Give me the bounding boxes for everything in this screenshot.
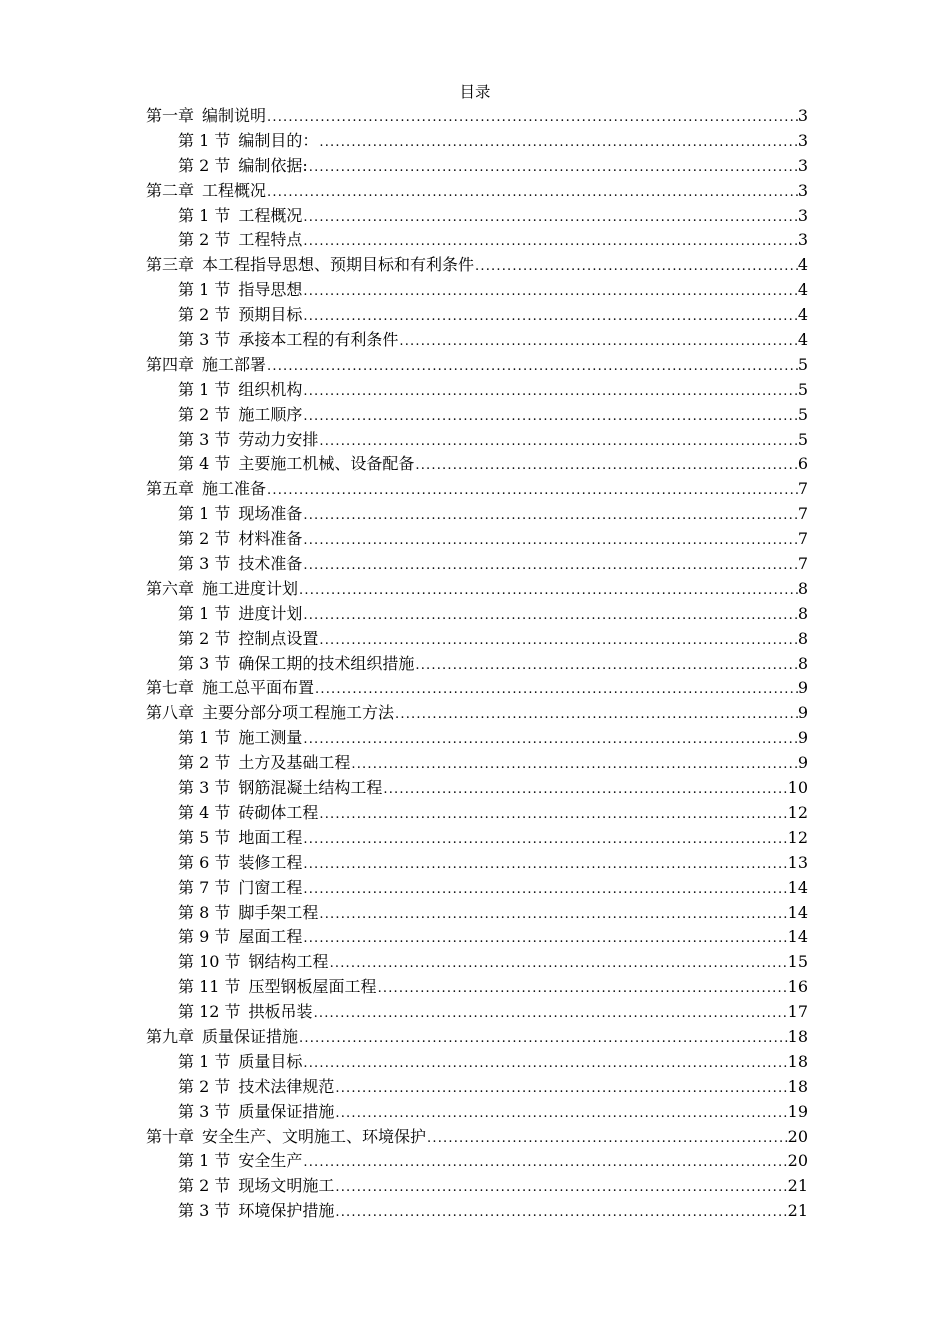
toc-entry-label (178, 328, 398, 353)
toc-entry-text: 控制点设置 (238, 628, 319, 648)
toc-section-entry[interactable] (146, 925, 808, 950)
toc-section-entry[interactable] (146, 751, 808, 776)
toc-section-entry[interactable] (146, 1199, 808, 1224)
toc-chapter-entry[interactable] (146, 676, 808, 701)
toc-page-number: 17 (787, 1002, 808, 1022)
toc-entry-text: 本工程指导思想、预期目标和有利条件 (202, 255, 475, 275)
toc-entry-text: 工程特点 (238, 230, 303, 250)
toc-entry-label (178, 975, 377, 1000)
toc-entry-text: 主要施工机械、设备配备 (238, 454, 415, 474)
toc-dot-leader (298, 1027, 788, 1050)
toc-page-number: 18 (787, 1026, 808, 1046)
toc-entry-label (146, 179, 266, 204)
toc-entry-number: 第 2 节 (178, 1076, 231, 1096)
toc-dot-leader (266, 479, 798, 502)
toc-page-number: 18 (787, 1051, 808, 1071)
toc-entry-label (178, 627, 318, 652)
toc-entry-label (178, 901, 318, 926)
toc-entry-label (178, 228, 302, 253)
toc-dot-leader (302, 878, 787, 901)
toc-entry-text: 施工准备 (202, 479, 267, 499)
toc-dot-leader (302, 206, 797, 229)
toc-chapter-entry[interactable] (146, 1025, 808, 1050)
toc-section-entry[interactable] (146, 154, 808, 179)
toc-title: 目录 (459, 83, 491, 101)
toc-entry-text: 砖砌体工程 (238, 802, 319, 822)
toc-dot-leader (302, 927, 787, 950)
toc-entry-text: 承接本工程的有利条件 (238, 330, 399, 350)
toc-dot-leader (314, 678, 798, 701)
toc-entry-number: 第七章 (146, 678, 195, 698)
toc-list (146, 104, 808, 1224)
toc-page-number: 14 (787, 877, 808, 897)
toc-page-number: 4 (797, 255, 808, 275)
toc-section-entry[interactable] (146, 1000, 808, 1025)
toc-entry-label (178, 801, 318, 826)
toc-entry-text: 技术准备 (238, 554, 303, 574)
toc-page-number: 3 (797, 205, 808, 225)
toc-entry-number: 第 6 节 (178, 852, 231, 872)
toc-entry-label (178, 726, 302, 751)
toc-entry-text: 确保工期的技术组织措施 (238, 653, 415, 673)
toc-page-number: 21 (787, 1176, 808, 1196)
toc-chapter-entry[interactable] (146, 477, 808, 502)
toc-page-number: 9 (797, 753, 808, 773)
toc-dot-leader (302, 728, 797, 751)
toc-entry-text: 土方及基础工程 (238, 753, 351, 773)
toc-entry-number: 第八章 (146, 703, 195, 723)
toc-entry-text: 预期目标 (238, 305, 303, 325)
toc-entry-number: 第六章 (146, 578, 195, 598)
toc-entry-number: 第 3 节 (178, 1201, 231, 1221)
toc-page-number: 3 (797, 180, 808, 200)
toc-entry-label (178, 502, 302, 527)
toc-section-entry[interactable] (146, 303, 808, 328)
toc-page-number: 4 (797, 305, 808, 325)
toc-dot-leader (426, 1127, 788, 1150)
toc-entry-label (146, 1025, 298, 1050)
toc-entry-number: 第 5 节 (178, 827, 231, 847)
toc-section-entry[interactable] (146, 602, 808, 627)
toc-entry-text: 施工测量 (238, 728, 303, 748)
toc-entry-text: 现场准备 (238, 504, 303, 524)
toc-entry-text: 组织机构 (238, 379, 303, 399)
toc-dot-leader (318, 131, 797, 154)
toc-entry-number: 第 7 节 (178, 877, 231, 897)
toc-page-number: 6 (797, 454, 808, 474)
toc-section-entry[interactable] (146, 652, 808, 677)
toc-entry-number: 第 2 节 (178, 1176, 231, 1196)
toc-dot-leader (318, 903, 787, 926)
toc-dot-leader (313, 1002, 788, 1025)
toc-entry-number: 第 3 节 (178, 653, 231, 673)
toc-entry-number: 第 1 节 (178, 603, 231, 623)
toc-entry-text: 劳动力安排 (238, 429, 319, 449)
toc-section-entry[interactable] (146, 975, 808, 1000)
toc-page-number: 3 (797, 230, 808, 250)
toc-entry-label (178, 925, 302, 950)
toc-page-number: 15 (787, 952, 808, 972)
toc-entry-number: 第 1 节 (178, 1151, 231, 1171)
toc-entry-text: 压型钢板屋面工程 (248, 977, 377, 997)
toc-entry-text: 技术法律规范 (238, 1076, 335, 1096)
toc-entry-number: 第 2 节 (178, 305, 231, 325)
toc-section-entry[interactable] (146, 876, 808, 901)
toc-entry-label (178, 876, 302, 901)
toc-entry-number: 第三章 (146, 255, 195, 275)
toc-entry-label (178, 851, 302, 876)
toc-section-entry[interactable] (146, 726, 808, 751)
toc-entry-number: 第 1 节 (178, 728, 231, 748)
toc-entry-number: 第 3 节 (178, 554, 231, 574)
toc-section-entry[interactable] (146, 901, 808, 926)
toc-entry-text: 工程概况 (202, 180, 267, 200)
toc-entry-label (146, 353, 266, 378)
toc-entry-number: 第 3 节 (178, 1101, 231, 1121)
toc-section-entry[interactable] (146, 129, 808, 154)
toc-entry-label (178, 602, 302, 627)
toc-entry-number: 第 1 节 (178, 130, 231, 150)
toc-page-number: 12 (787, 802, 808, 822)
toc-entry-label (178, 129, 318, 154)
toc-section-entry[interactable] (146, 204, 808, 229)
toc-entry-text: 施工部署 (202, 354, 267, 374)
toc-page-number: 19 (787, 1101, 808, 1121)
toc-section-entry[interactable] (146, 1149, 808, 1174)
toc-entry-text: 装修工程 (238, 852, 303, 872)
toc-chapter-entry[interactable] (146, 577, 808, 602)
toc-page-number: 5 (797, 429, 808, 449)
toc-dot-leader (350, 753, 797, 776)
toc-section-entry[interactable] (146, 1050, 808, 1075)
toc-entry-text: 进度计划 (238, 603, 303, 623)
toc-chapter-entry[interactable] (146, 104, 808, 129)
toc-entry-number: 第一章 (146, 106, 195, 125)
toc-entry-text: 施工总平面布置 (202, 678, 315, 698)
toc-entry-text: 施工顺序 (238, 404, 303, 424)
toc-entry-text: 拱板吊装 (248, 1002, 313, 1022)
toc-entry-text: 安全生产 (238, 1151, 303, 1171)
toc-entry-label (178, 1050, 302, 1075)
toc-entry-number: 第 2 节 (178, 230, 231, 250)
toc-dot-leader (302, 828, 787, 851)
toc-entry-text: 编制目的： (238, 130, 319, 150)
toc-entry-label (178, 204, 302, 229)
toc-entry-text: 主要分部分项工程施工方法 (202, 703, 395, 723)
toc-entry-number: 第 4 节 (178, 454, 231, 474)
toc-chapter-entry[interactable] (146, 1125, 808, 1150)
toc-section-entry[interactable] (146, 950, 808, 975)
toc-section-entry[interactable] (146, 527, 808, 552)
toc-section-entry[interactable] (146, 452, 808, 477)
toc-page-number: 3 (797, 155, 808, 175)
toc-entry-label (178, 950, 329, 975)
toc-page-number: 16 (787, 977, 808, 997)
toc-entry-label (178, 303, 302, 328)
toc-dot-leader (298, 579, 798, 602)
toc-page-number: 8 (797, 628, 808, 648)
toc-entry-number: 第 3 节 (178, 778, 231, 798)
toc-entry-number: 第四章 (146, 354, 195, 374)
toc-section-entry[interactable] (146, 627, 808, 652)
toc-dot-leader (302, 305, 797, 328)
toc-dot-leader (302, 280, 797, 303)
toc-entry-label (178, 1000, 313, 1025)
toc-dot-leader (266, 106, 798, 129)
toc-page-number: 5 (797, 379, 808, 399)
toc-dot-leader (318, 430, 797, 453)
toc-page-number: 13 (787, 852, 808, 872)
toc-entry-number: 第十章 (146, 1126, 195, 1146)
toc-entry-label (178, 1075, 334, 1100)
toc-page-number: 14 (787, 927, 808, 947)
toc-section-entry[interactable] (146, 502, 808, 527)
toc-page-number: 20 (787, 1126, 808, 1146)
toc-dot-leader (302, 529, 797, 552)
toc-entry-label (178, 154, 308, 179)
toc-page-number: 14 (787, 902, 808, 922)
toc-entry-label (178, 278, 302, 303)
toc-dot-leader (302, 380, 797, 403)
toc-entry-label (146, 676, 314, 701)
toc-entry-text: 脚手架工程 (238, 902, 319, 922)
toc-dot-leader (318, 629, 797, 652)
toc-entry-label (146, 577, 298, 602)
toc-dot-leader (414, 454, 797, 477)
toc-entry-text: 指导思想 (238, 280, 303, 300)
toc-entry-text: 编制说明 (202, 106, 267, 125)
toc-entry-number: 第 1 节 (178, 1051, 231, 1071)
toc-dot-leader (302, 1151, 787, 1174)
toc-page-number: 4 (797, 280, 808, 300)
toc-entry-text: 质量目标 (238, 1051, 303, 1071)
toc-page-number: 7 (797, 529, 808, 549)
toc-dot-leader (302, 405, 797, 428)
toc-dot-leader (377, 977, 788, 1000)
toc-entry-label (178, 751, 350, 776)
toc-dot-leader (382, 778, 787, 801)
toc-dot-leader (302, 604, 797, 627)
toc-entry-number: 第 2 节 (178, 529, 231, 549)
toc-section-entry[interactable] (146, 328, 808, 353)
toc-dot-leader (308, 156, 798, 179)
toc-section-entry[interactable] (146, 428, 808, 453)
toc-dot-leader (266, 181, 798, 204)
toc-entry-label (178, 1199, 334, 1224)
toc-page-number: 5 (797, 404, 808, 424)
toc-page-number: 8 (797, 578, 808, 598)
toc-entry-text: 屋面工程 (238, 927, 303, 947)
toc-entry-text: 质量保证措施 (202, 1026, 299, 1046)
toc-section-entry[interactable] (146, 278, 808, 303)
toc-entry-label (178, 378, 302, 403)
toc-entry-label (146, 253, 474, 278)
toc-section-entry[interactable] (146, 1075, 808, 1100)
toc-page-number: 7 (797, 504, 808, 524)
toc-entry-number: 第 1 节 (178, 379, 231, 399)
toc-entry-text: 钢筋混凝土结构工程 (238, 778, 383, 798)
toc-page-number: 5 (797, 354, 808, 374)
toc-dot-leader (414, 654, 797, 677)
toc-page-number: 18 (787, 1076, 808, 1096)
toc-entry-label (178, 552, 302, 577)
toc-entry-text: 质量保证措施 (238, 1101, 335, 1121)
toc-entry-number: 第 1 节 (178, 205, 231, 225)
toc-chapter-entry[interactable] (146, 179, 808, 204)
toc-entry-text: 现场文明施工 (238, 1176, 335, 1196)
toc-section-entry[interactable] (146, 1174, 808, 1199)
toc-dot-leader (334, 1102, 787, 1125)
toc-entry-number: 第 8 节 (178, 902, 231, 922)
toc-dot-leader (302, 1052, 787, 1075)
toc-dot-leader (266, 355, 798, 378)
toc-entry-label (178, 652, 414, 677)
toc-page-number: 3 (797, 130, 808, 150)
toc-entry-label (178, 1174, 334, 1199)
toc-entry-number: 第五章 (146, 479, 195, 499)
toc-entry-number: 第 3 节 (178, 330, 231, 350)
toc-dot-leader (302, 554, 797, 577)
toc-dot-leader (398, 330, 797, 353)
toc-page-number: 8 (797, 653, 808, 673)
toc-entry-text: 环境保护措施 (238, 1201, 335, 1221)
toc-section-entry[interactable] (146, 826, 808, 851)
toc-page-number: 9 (797, 678, 808, 698)
toc-dot-leader (394, 703, 798, 726)
toc-section-entry[interactable] (146, 801, 808, 826)
toc-entry-number: 第 11 节 (178, 977, 241, 997)
toc-chapter-entry[interactable] (146, 353, 808, 378)
toc-chapter-entry[interactable] (146, 701, 808, 726)
toc-entry-text: 地面工程 (238, 827, 303, 847)
toc-page-number: 7 (797, 554, 808, 574)
toc-section-entry[interactable] (146, 403, 808, 428)
toc-entry-number: 第二章 (146, 180, 195, 200)
toc-entry-label (178, 1149, 302, 1174)
toc-entry-text: 安全生产、文明施工、环境保护 (202, 1126, 427, 1146)
toc-entry-number: 第 9 节 (178, 927, 231, 947)
toc-section-entry[interactable] (146, 776, 808, 801)
toc-entry-text: 门窗工程 (238, 877, 303, 897)
toc-entry-number: 第 12 节 (178, 1002, 241, 1022)
toc-page-number: 21 (787, 1201, 808, 1221)
toc-page-number: 20 (787, 1151, 808, 1171)
toc-chapter-entry[interactable] (146, 253, 808, 278)
toc-section-entry[interactable] (146, 552, 808, 577)
toc-entry-text: 材料准备 (238, 529, 303, 549)
toc-section-entry[interactable] (146, 228, 808, 253)
toc-page-number: 7 (797, 479, 808, 499)
toc-dot-leader (329, 952, 788, 975)
toc-entry-label (178, 452, 414, 477)
toc-page-number: 8 (797, 603, 808, 623)
toc-dot-leader (302, 230, 797, 253)
toc-entry-label (146, 104, 266, 129)
toc-entry-number: 第九章 (146, 1026, 195, 1046)
toc-dot-leader (474, 255, 798, 278)
toc-dot-leader (334, 1201, 787, 1224)
toc-page-number: 10 (787, 778, 808, 798)
toc-entry-number: 第 1 节 (178, 504, 231, 524)
toc-entry-label (178, 428, 318, 453)
toc-section-entry[interactable] (146, 1100, 808, 1125)
toc-entry-number: 第 2 节 (178, 753, 231, 773)
toc-dot-leader (334, 1176, 787, 1199)
toc-entry-label (178, 1100, 334, 1125)
toc-entry-number: 第 1 节 (178, 280, 231, 300)
toc-page-number: 9 (797, 703, 808, 723)
toc-entry-label (178, 776, 382, 801)
toc-entry-label (146, 477, 266, 502)
toc-entry-text: 施工进度计划 (202, 578, 299, 598)
toc-entry-number: 第 2 节 (178, 628, 231, 648)
toc-page-number: 4 (797, 330, 808, 350)
toc-entry-number: 第 2 节 (178, 155, 231, 175)
toc-dot-leader (334, 1077, 787, 1100)
toc-entry-number: 第 2 节 (178, 404, 231, 424)
toc-dot-leader (302, 504, 797, 527)
toc-entry-text: 编制依据: (238, 155, 308, 175)
toc-entry-text: 钢结构工程 (248, 952, 329, 972)
toc-section-entry[interactable] (146, 378, 808, 403)
toc-entry-label (178, 826, 302, 851)
toc-entry-number: 第 4 节 (178, 802, 231, 822)
toc-entry-label (146, 701, 394, 726)
toc-page-number: 12 (787, 827, 808, 847)
toc-entry-text: 工程概况 (238, 205, 303, 225)
toc-entry-number: 第 3 节 (178, 429, 231, 449)
toc-entry-label (178, 403, 302, 428)
toc-entry-label (146, 1125, 426, 1150)
toc-dot-leader (302, 853, 787, 876)
toc-dot-leader (318, 803, 787, 826)
toc-entry-number: 第 10 节 (178, 952, 241, 972)
toc-section-entry[interactable] (146, 851, 808, 876)
toc-page-number: 3 (797, 106, 808, 125)
toc-page-number: 9 (797, 728, 808, 748)
toc-entry-label (178, 527, 302, 552)
